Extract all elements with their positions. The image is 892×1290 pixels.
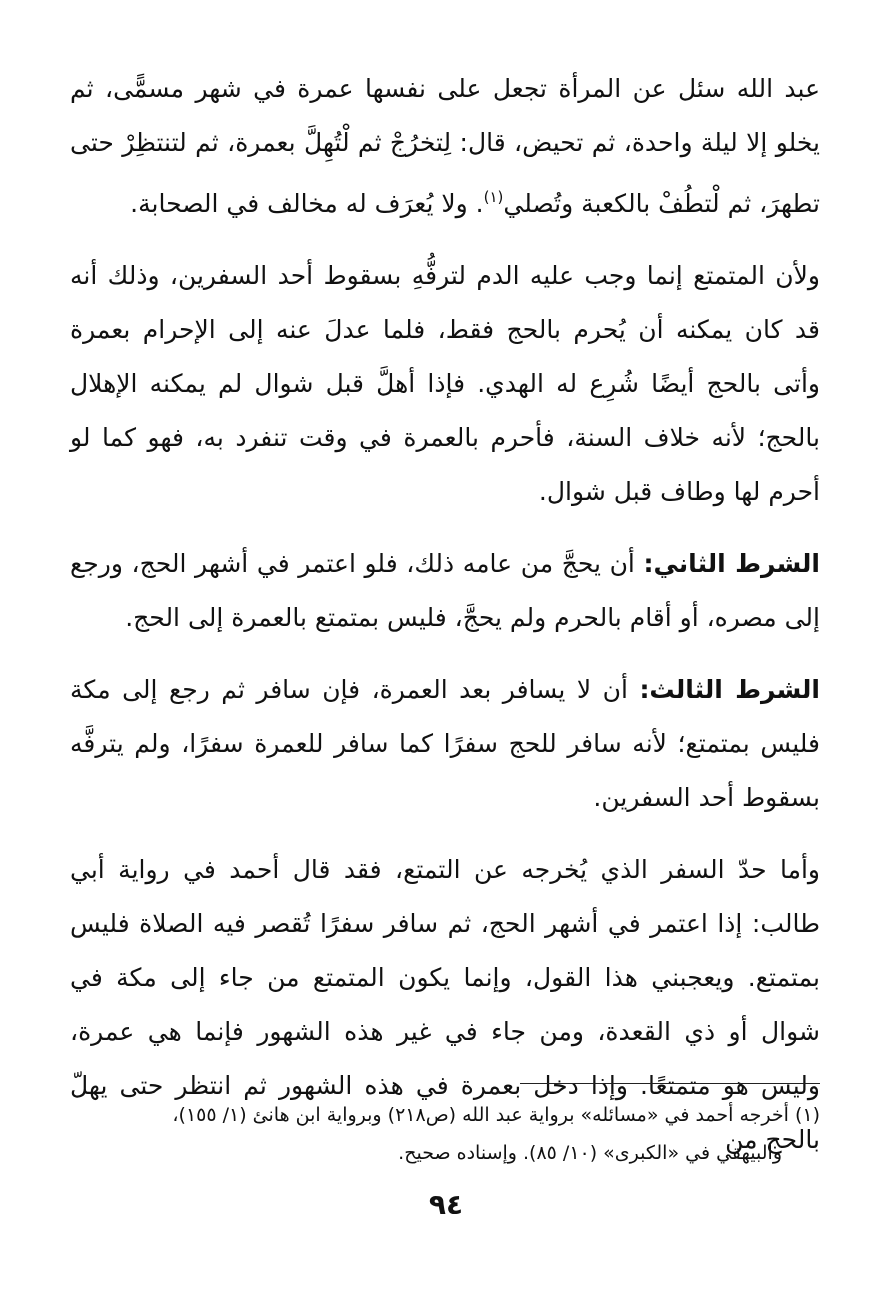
- footnote-1: (١) أخرجه أحمد في «مسائله» برواية عبد الله (ص٢١٨) وبرواية ابن هانئ (١/ ١٥٥)،: [172, 1104, 820, 1126]
- condition-three-heading: الشرط الثالث:: [639, 675, 820, 704]
- paragraph-4: [70, 663, 820, 825]
- paragraph-5: وأما حدّ السفر الذي يُخرجه عن التمتع، فقد قال أحمد في رواية أبي طالب: إذا اعتمر في أشهر الحج، ثم سافر سفرًا تُقصر فيه الصلاة فليس بمتمتع. ويعجبني هذا القول، وإنما يكون المتمتع من جاء إلى مكة في شوال أو ذي القعدة، ومن جاء في غير هذه الشهور فإنما هي عمرة، وليس هو متمتعًا. وإذا دخل بعمرة في هذه الشهور ثم انتظر حتى يهلّ بالحج من: [70, 855, 820, 1154]
- paragraph-4-text: أن لا يسافر بعد العمرة، فإن سافر ثم رجع إلى مكة فليس بمتمتع؛ لأنه سافر للحج سفرًا كما سافر للعمرة سفرًا، ولم يترفَّه بسقوط أحد السفرين.: [70, 675, 820, 812]
- footnotes: [70, 1096, 820, 1172]
- paragraph-1: [70, 62, 820, 231]
- condition-two-heading: الشرط الثاني:: [643, 549, 821, 578]
- page-body: [70, 62, 820, 1167]
- paragraph-2: ولأن المتمتع إنما وجب عليه الدم لترفُّهِ بسقوط أحد السفرين، وذلك أنه قد كان يمكنه أن يُحرم بالحج فقط، فلما عدلَ عنه إلى الإحرام بعمرة وأتى بالحج أيضًا شُرِع له الهدي. فإذا أهلَّ قبل شوال لم يمكنه الإهلال بالحج؛ لأنه خلاف السنة، فأحرم بالعمرة في وقت تنفرد به، فهو كما لو أحرم لها وطاف قبل شوال.: [70, 261, 820, 506]
- paragraph-3: [70, 537, 820, 645]
- footnote-reference[interactable]: (١): [483, 188, 504, 206]
- footnote-divider: [520, 1083, 820, 1084]
- footnote-1-continuation: والبيهقي في «الكبرى» (١٠/ ٨٥). وإسناده صحيح.: [398, 1142, 782, 1164]
- page-number: ٩٤: [428, 1188, 464, 1221]
- paragraph-3-text: أن يحجَّ من عامه ذلك، فلو اعتمر في أشهر الحج، ورجع إلى مصره، أو أقام بالحرم ولم يحجَّ، فليس بمتمتع بالعمرة إلى الحج.: [70, 549, 820, 632]
- paragraph-1-text: عبد الله سئل عن المرأة تجعل على نفسها عمرة في شهر مسمًّى، ثم يخلو إلا ليلة واحدة، ثم تحيض، قال: لِتخرُجْ ثم لْتُهِلَّ بعمرة، ثم لتنتظِرْ حتى تطهرَ، ثم لْتطُفْ بالكعبة وتُصلي: [70, 74, 820, 218]
- paragraph-1-text-end: . ولا يُعرَف له مخالف في الصحابة.: [130, 189, 484, 218]
